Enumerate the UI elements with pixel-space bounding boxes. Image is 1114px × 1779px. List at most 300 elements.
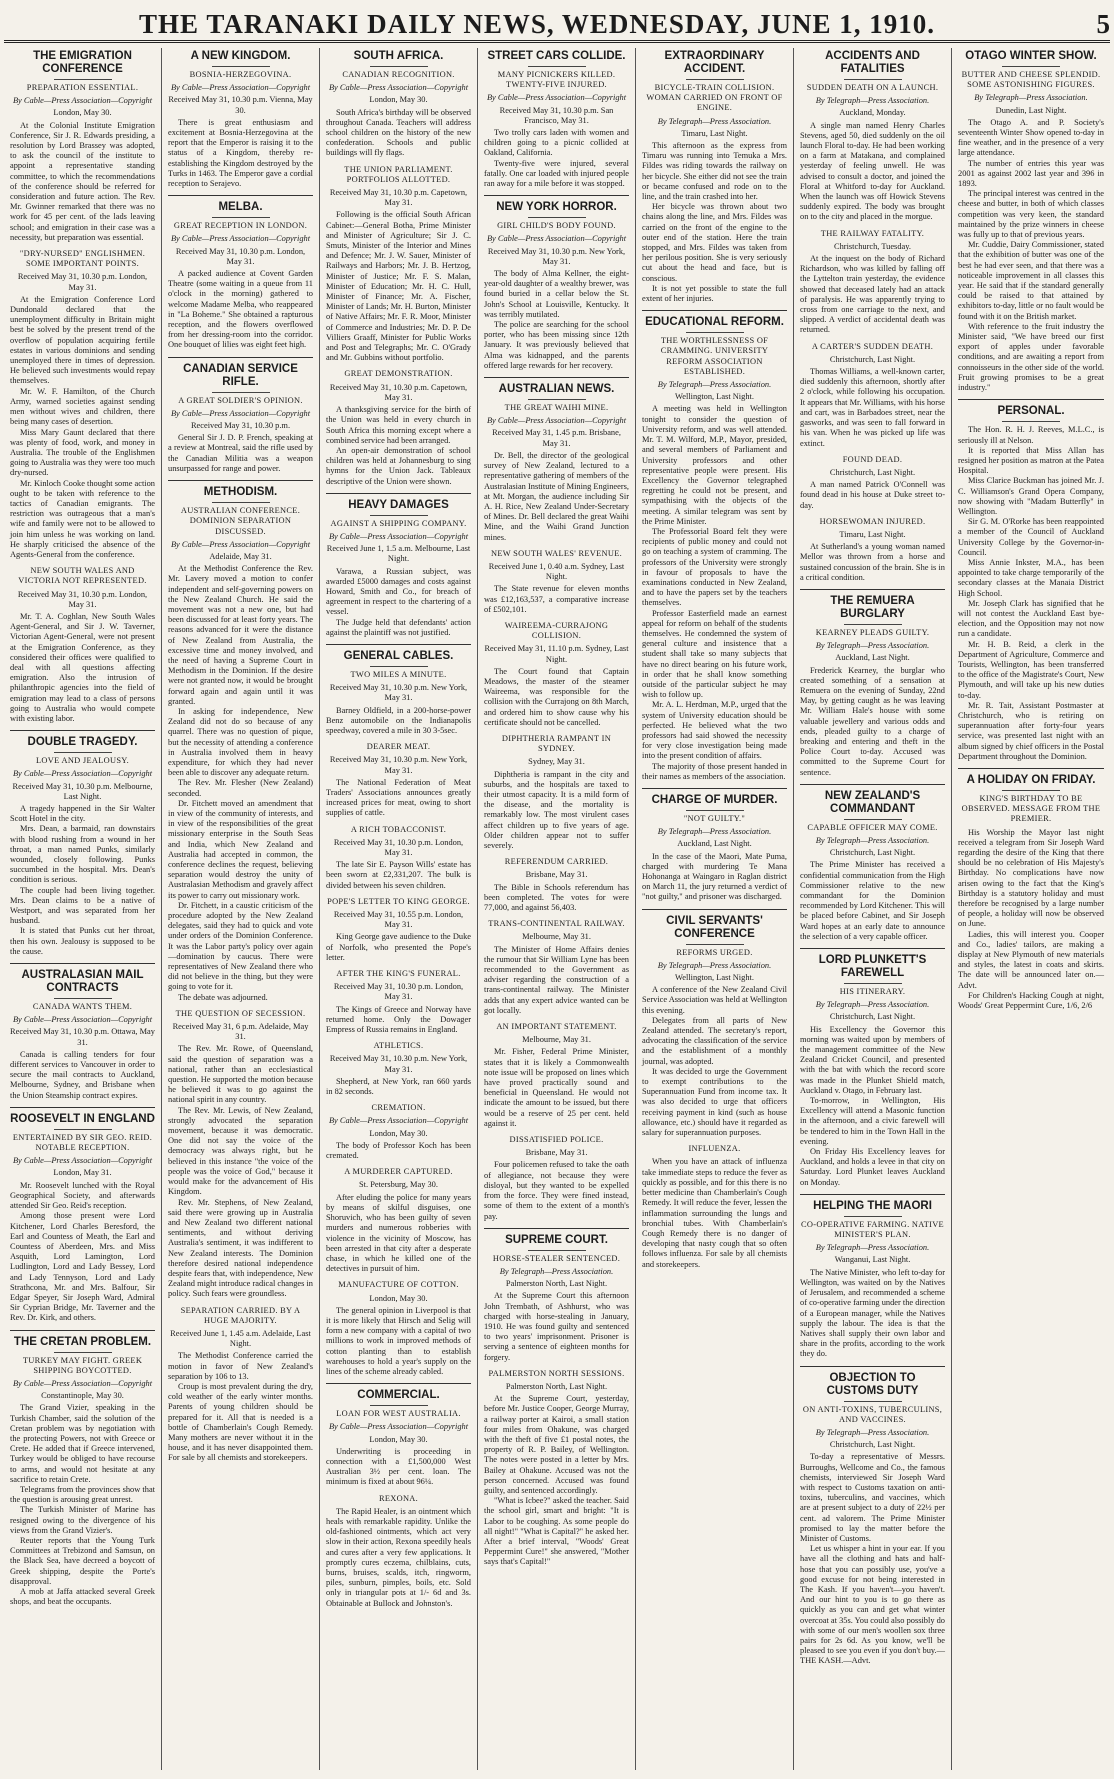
article-dateline: Received May 31, 10.30 p.m. San Francisco, May 31. — [499, 105, 614, 125]
article-paragraph: Mr. Joseph Clark has signified that he will not contest the Auckland East bye-election, and the Opposition may not now run a candidate. — [958, 598, 1104, 639]
article-paragraph: A mob at Jaffa attacked several Greek shops, and beat the occupants. — [10, 1587, 155, 1607]
article-headline: EDUCATIONAL REFORM. — [645, 316, 784, 329]
article-byline: By Cable—Press Association—Copyright — [328, 1116, 469, 1126]
article-dateline: Timaru, Last Night. — [681, 128, 748, 138]
article — [326, 1103, 471, 1161]
article-headline: AUSTRALASIAN MAIL CONTRACTS — [21, 969, 144, 995]
article-headline: NEW ZEALAND'S COMMANDANT — [824, 789, 921, 815]
article — [10, 736, 155, 957]
article-paragraph: The Prime Minister has received a confidential communication from the High Commissioner relative to the new commandant for the Dominion recommended by Lord Kitchener. This will be placed before Cabinet, and Sir Joseph Ward hopes at an early date to announce the selection of a very capable officer. — [800, 860, 945, 941]
article-body — [484, 1394, 629, 1567]
article-paragraph: Miss Clarice Buckman has joined Mr. J. C. Williamson's Grand Opera Company, now showing with "Madam Butterfly" in Wellington. — [958, 476, 1104, 516]
column-7 — [952, 48, 1110, 1770]
article-dateline: Received May 31, 10.30 p.m. London, May 31. — [17, 272, 148, 292]
article — [484, 201, 629, 371]
article-headline: SUPREME COURT. — [505, 1233, 608, 1246]
article — [326, 1041, 471, 1097]
article-dateline: St. Petersburg, May 30. — [359, 1180, 438, 1190]
article-body — [484, 584, 629, 615]
article-paragraph: It is reported that Miss Allan has resigned her position as matron at the Patea Hospital. — [958, 445, 1104, 476]
article — [484, 1369, 629, 1568]
article-subhead: PALMERSTON NORTH SESSIONS. — [488, 1368, 625, 1378]
article-dateline: Palmerston North, Last Night. — [505, 1279, 608, 1289]
article-paragraph: Delegates from all parts of New Zealand attended. The secretary's report, advocating the classification of the service and the establishment of a monthly journal, was adopted. — [642, 1015, 787, 1066]
article-paragraph: Dr. Fitchett moved an amendment that in view of the community of interests, and in view of the responsibilities of the great missionary enterprise in the South Seas and India, which New Zealand and Australia had accepted in common, the conference declines the request, believing separation would destroy the unity of Australasian Methodism and gravely affect its power to carry out missionary work. — [168, 798, 313, 900]
article-body — [10, 1050, 155, 1101]
article-paragraph: Ladies, this will interest you. Cooper and Co., ladies' tailors, are making a display at New Plymouth of new materials and styles, the latest in coats and skirts. The date will be announced later on.—Advt. — [958, 929, 1104, 990]
article-body — [484, 128, 629, 189]
article-body — [326, 932, 471, 963]
headline-rule — [528, 399, 586, 400]
article-subhead: MANY PICNICKERS KILLED. TWENTY-FIVE INJURED. — [497, 70, 616, 90]
article-body — [800, 1268, 945, 1360]
article-paragraph: The Rev. Mr. Rowe, of Queensland, said the question of separation was a national, rather than an ecclesiastical question. He supported the motion because he believed it was to go against the national spirit in any country. — [168, 1044, 313, 1105]
headline-rule — [54, 752, 112, 753]
article-subhead: TURKEY MAY FIGHT. GREEK SHIPPING BOYCOTTED. — [22, 1355, 143, 1375]
article — [484, 857, 629, 913]
article-paragraph: The body of Alma Kellner, the eight-year-old daughter of a wealthy brewer, was found buried in a cellar below the St. John's School at Louisville, Kentucky. It was terribly mutilated. — [484, 269, 629, 319]
article-subhead: "NOT GUILTY." — [683, 814, 746, 823]
article-divider — [168, 195, 313, 196]
article-byline: By Telegraph—Press Association. — [974, 93, 1088, 103]
article-body — [10, 295, 155, 560]
article-subhead: ENTERTAINED BY SIR GEO. REID. NOTABLE RECEPTION. — [12, 1132, 153, 1153]
article — [800, 595, 945, 778]
article-divider — [800, 784, 945, 785]
article-dateline: Received May 31, 10.30 p.m. Capetown, May 31. — [329, 382, 468, 402]
article-subhead: A RICH TOBACCONIST. — [350, 824, 447, 834]
article-headline: A NEW KINGDOM. — [190, 50, 291, 62]
headline-rule — [212, 217, 270, 218]
article-body — [958, 425, 1104, 762]
article-subhead: AUSTRALIAN CONFERENCE. DOMINION SEPARATION DISCUSSED. — [180, 506, 301, 536]
article-divider — [958, 399, 1104, 400]
article-body — [10, 1181, 155, 1324]
article — [484, 383, 629, 543]
article-subhead: TWO MILES A MINUTE. — [350, 669, 447, 679]
article-headline: EXTRAORDINARY ACCIDENT. — [664, 50, 765, 75]
headline-rule — [1002, 421, 1060, 422]
article — [10, 50, 155, 243]
article-headline: METHODISM. — [203, 486, 278, 499]
column-6 — [794, 48, 952, 1770]
article-body — [168, 118, 313, 189]
article-body — [168, 433, 313, 474]
article-byline: By Cable—Press Association—Copyright — [170, 234, 311, 244]
article — [326, 369, 471, 486]
article — [326, 742, 471, 818]
article — [10, 969, 155, 1101]
article-paragraph: The Otago A. and P. Society's seventeenth Winter Show opened to-day in fine weather, and in the presence of a very large attendance. — [958, 117, 1104, 158]
article-byline: By Telegraph—Press Association. — [499, 1266, 614, 1276]
article — [484, 50, 629, 189]
article-divider — [484, 195, 629, 196]
headline-rule — [370, 515, 428, 516]
article-dateline: Received May 31, 10.30 p.m. London, May 31. — [333, 982, 464, 1002]
article — [484, 1135, 629, 1222]
article-paragraph: Croup is most prevalent during the dry, cold weather of the early winter months. Parents of young children should be prepared for it. All that is needed is a bottle of Chamberlain's Cough Remedy. Many mothers are never without it in the house, and it has never disappointed them. For sale by all chemists and storekeepers. — [168, 1381, 313, 1463]
article-body — [326, 778, 471, 819]
article-paragraph: In the case of the Maori, Mate Puma, charged with murdering Te Mana Hohonanga at Waingaro in Raglan district on March 11, the jury returned a verdict of "not guilty," and prisoner was discharged. — [642, 851, 787, 902]
article-divider — [642, 909, 787, 910]
article-dateline: London, May 30. — [369, 1128, 428, 1138]
article-headline: COMMERCIAL. — [357, 1389, 440, 1402]
article-headline: NEW YORK HORROR. — [496, 201, 617, 214]
article-paragraph: Two trolly cars laden with women and children going to a picnic collided at Oakland, California. — [484, 128, 629, 158]
article-paragraph: There is great enthusiasm and excitement at Bosnia-Herzegovina at the report that the Emperor is raising it to the status of a Kingdom, thereby re-establishing the Kingdom destroyed by the Turks in 1463. The Emperor gave a cordial reception to Serajevo. — [168, 117, 313, 189]
article-paragraph: King George gave audience to the Duke of Norfolk, who presented the Pope's letter. — [326, 932, 471, 962]
article-body — [642, 141, 787, 304]
article-divider — [484, 1228, 629, 1229]
article-byline: By Telegraph—Press Association. — [657, 827, 772, 837]
headline-rule — [212, 392, 270, 393]
article-subhead: PREPARATION ESSENTIAL. — [26, 83, 139, 92]
article-body — [800, 542, 945, 583]
article-dateline: London, May 31. — [53, 1168, 112, 1178]
article-subhead: SUDDEN DEATH ON A LAUNCH. — [806, 83, 939, 92]
article-paragraph: At the Supreme Court this afternoon John Trembath, of Ashhurst, who was charged with horse-stealing in January, 1910. He was found guilty and sentenced to two years' imprisonment. Prisoner is serving a sentence of eighteen months for forgery. — [484, 1291, 629, 1362]
article-paragraph: On Friday His Excellency leaves for Auckland, and holds a levee in that city on Saturday. Lord Plunket leaves Auckland on Monday. — [800, 1147, 945, 1187]
article-headline: ROOSEVELT IN ENGLAND — [10, 1112, 155, 1125]
article-body — [168, 1044, 313, 1299]
article-paragraph: To-morrow, in Wellington, His Excellency will attend a Masonic function in the afternoon, and a civic farewell will be tendered to him in the Town Hall in the evening. — [800, 1096, 945, 1146]
article-dateline: Received June 1, 1.45 a.m. Adelaide, Last Night. — [170, 1328, 311, 1349]
column-2 — [162, 48, 320, 1770]
article-paragraph: The Rev. Mr. Flesher (New Zealand) seconded. — [168, 778, 313, 798]
article-paragraph: Mr. Fisher, Federal Prime Minister, states that it is likely a Commonwealth note issue will be proposed on lines which have proved practically sound and beneficial in Queensland. He would not indicate the amount to be issued, but there would be a reserve of 25 per cent. held against it. — [484, 1047, 629, 1128]
article-dateline: Timaru, Last Night. — [839, 529, 906, 539]
headline-rule — [686, 332, 744, 333]
headline-rule — [54, 1352, 112, 1353]
article-divider — [800, 1194, 945, 1195]
article-headline: CHARGE OF MURDER. — [651, 794, 778, 806]
article-body — [800, 254, 945, 336]
article-byline: By Telegraph—Press Association. — [657, 960, 772, 970]
article-subhead: HORSE-STEALER SENTENCED. — [492, 1253, 621, 1263]
article — [484, 734, 629, 851]
article-subhead: THE RAILWAY FATALITY. — [820, 228, 925, 238]
article-dateline: Received May 31, 10.30 p.m. Ottawa, May 31. — [10, 1027, 155, 1047]
article-divider — [326, 1383, 471, 1384]
article-byline: By Cable—Press Association—Copyright — [328, 1422, 469, 1432]
headline-rule — [54, 79, 112, 80]
article-subhead: THE WORTHLESSNESS OF CRAMMING. UNIVERSITY REFORM ASSOCIATION ESTABLISHED. — [660, 336, 769, 376]
article-paragraph: Varawa, a Russian subject, was awarded £5000 damages and costs against Howard, Smith and Co., for breach of agreement in respect to the chartering of a vessel. — [326, 566, 471, 617]
article-dateline: Christchurch, Last Night. — [829, 354, 916, 364]
article-paragraph: The National Federation of Meat Traders' Associations announces greatly increased prices for meat, owing to short supplies of cattle. — [326, 777, 471, 818]
article-paragraph: Frederick Kearney, the burglar who created something of a sensation at Remuera on the evening of Sunday, 22nd May, by getting caught as he was leaving Mr. William Hale's house with some valuable jewellery and various odds and ends, pleaded guilty to a charge of breaking and entering and theft in the Police Court to-day. Accused was committed to the Supreme Court for sentence. — [800, 665, 945, 777]
headline-rule — [686, 810, 744, 811]
article-headline: CANADIAN SERVICE RIFLE. — [183, 362, 298, 388]
article-byline: By Telegraph—Press Association. — [815, 96, 930, 106]
article-headline: ACCIDENTS AND FATALITIES — [825, 50, 920, 75]
article-paragraph: A thanksgiving service for the birth of the Union was held in every church in South Africa this morning except where a combined service had been arranged. — [326, 405, 471, 445]
newspaper-title: THE TARANAKI DAILY NEWS, WEDNESDAY, JUNE 1, 1910. — [139, 9, 935, 39]
article — [642, 915, 787, 1139]
article-paragraph: General Sir J. D. P. French, speaking at a review at Montreal, said the rifle used by the Canadian Militia was a weapon unsurpassed for range and power. — [168, 433, 313, 473]
article-body — [326, 1193, 471, 1275]
article-subhead: SEPARATION CARRIED. BY A HUGE MAJORITY. — [180, 1305, 301, 1325]
article-body — [642, 1157, 787, 1269]
article-dateline: London, May 30. — [369, 1293, 428, 1303]
article-byline: By Telegraph—Press Association. — [815, 641, 930, 651]
article-subhead: REFERENDUM CARRIED. — [504, 857, 609, 867]
article-headline: PERSONAL. — [997, 405, 1065, 418]
column-4 — [478, 48, 636, 1770]
article — [326, 969, 471, 1035]
article-paragraph: The Hon. R. H. J. Reeves, M.L.C., is seriously ill at Nelson. — [958, 425, 1104, 445]
article-dateline: Received May 31, 11.10 p.m. Sydney, Last Night. — [484, 644, 629, 664]
article-byline: By Cable—Press Association—Copyright — [170, 83, 311, 93]
article-paragraph: Mr. H. B. Reid, a clerk in the Department of Agriculture, Commerce and Tourists, Wellington, has been transferred to the office of the Magistrate's Court, New Plymouth, and will take up his new duties to-day. — [958, 639, 1104, 700]
article-byline: By Cable—Press Association—Copyright — [12, 1156, 153, 1166]
article-body — [326, 1507, 471, 1609]
headline-rule — [54, 998, 112, 999]
article-subhead: DEARER MEAT. — [366, 742, 431, 752]
article-byline: By Cable—Press Association—Copyright — [12, 96, 153, 106]
article-paragraph: A tragedy happened in the Sir Walter Scott Hotel in the city. — [10, 804, 155, 824]
article-paragraph: A packed audience at Covent Garden Theatre (some waiting in a queue from 11 o'clock in the morning) gathered to welcome Madame Melba, who reappeared in "La Boheme." She obtained a rapturous reception, and the flowers overflowed from her dressing-room into the corridor. One bouquet of lilies was eight feet high. — [168, 269, 313, 350]
article-dateline: Received May 31, 10.30 p.m. New York, May 31. — [329, 683, 468, 703]
article-paragraph: Sir G. M. O'Rorke has been reappointed a member of the Council of Auckland University College by the Governor-in-Council. — [958, 517, 1104, 557]
headline-rule — [370, 666, 428, 667]
article-paragraph: A man named Patrick O'Connell was found dead in his house at Duke street to-day. — [800, 480, 945, 510]
article-paragraph: Miss Mary Gaunt declared that there was plenty of food, work, and money in Australia. The trouble of the Englishmen going to Australia was they were too much dry-nursed. — [10, 427, 155, 478]
article-body — [800, 367, 945, 449]
article-dateline: Received May 31, 1.45 p.m. Brisbane, May 31. — [492, 428, 621, 448]
article-body — [642, 985, 787, 1138]
article-body — [326, 1141, 471, 1161]
article-divider — [326, 644, 471, 645]
article-paragraph: Mr. Roosevelt lunched with the Royal Geographical Society, and afterwards attended Sir Geo. Reid's reception. — [10, 1180, 155, 1211]
article-paragraph: Mr. Kinloch Cooke thought some action ought to be taken with reference to the tactics of Canadian emigrants. The restriction was outrageous that a man's wife and family were not to be allowed to join him unless he was working on land. He sharply criticised the absence of the Agents-General from the conference. — [10, 478, 155, 559]
column-3 — [320, 48, 478, 1770]
article-paragraph: With reference to the fruit industry the Minister said, "We have breed our first export of apples under favorable conditions, and are awaiting a report from connoisseurs in the other side of the world. Fruit growing promises to be a great industry." — [958, 321, 1104, 393]
article — [326, 650, 471, 736]
article-dateline: Wanganui, Last Night. — [834, 1255, 911, 1265]
article — [326, 1389, 471, 1487]
article — [10, 566, 155, 724]
masthead — [4, 6, 1110, 43]
article-body — [10, 1403, 155, 1607]
article — [642, 1144, 787, 1269]
article-paragraph: Mr. A. L. Herdman, M.P., urged that the system of University education should be perfected. He believed what the two professors had said showed the necessity for very close investigation being made into the present condition of affairs. — [642, 700, 787, 761]
article-paragraph: Shepherd, at New York, ran 660 yards in 82 seconds. — [326, 1076, 471, 1097]
article-headline: THE REMUERA BURGLARY — [830, 594, 915, 620]
article-headline: STREET CARS COLLIDE. — [487, 50, 626, 62]
article-headline: MELBA. — [218, 201, 263, 214]
article — [326, 1167, 471, 1274]
article-subhead: REXONA. — [378, 1493, 419, 1503]
article-body — [168, 564, 313, 1003]
article-paragraph: Four policemen refused to take the oath of allegiance, not because they were disloyal, but they wanted to be expelled from the force. They were fined instead, some of them to the extent of a month's pay. — [484, 1160, 629, 1221]
article-body — [10, 121, 155, 243]
headline-rule — [844, 1401, 902, 1402]
article-paragraph: Telegrams from the provinces show that the question is arousing great unrest. — [10, 1484, 155, 1505]
article-paragraph: The late Sir E. Payson Wills' estate has been sworn at £2,331,207. The bulk is divided between his seven children. — [326, 860, 471, 890]
article-divider — [10, 1107, 155, 1108]
article — [484, 1234, 629, 1363]
article-dateline: Received May 31, 10.30 p.m. New York, May 31. — [487, 246, 626, 266]
article-paragraph: Thomas Williams, a well-known carter, died suddenly this afternoon, shortly after 2 o'clock, while following his occupation. It appears that Mr. Williams, with his horse and cart, was in Barbadoes street, near the gasworks, and was seen to fall forward in his van. When he was picked up life was extinct. — [800, 367, 945, 448]
article-paragraph: It is stated that Punks cut her throat, then his own. Jealousy is supposed to be the cause. — [10, 926, 155, 956]
article-byline: By Telegraph—Press Association. — [815, 1427, 930, 1437]
article-headline: DOUBLE TRAGEDY. — [27, 736, 138, 749]
article-body — [326, 1077, 471, 1097]
article-byline: By Cable—Press Association—Copyright — [328, 531, 469, 541]
article-body — [326, 108, 471, 159]
article-body — [484, 1160, 629, 1221]
article-subhead: THE UNION PARLIAMENT. PORTFOLIOS ALLOTTED. — [344, 164, 453, 184]
article-subhead: LOAN FOR WEST AUSTRALIA. — [336, 1409, 461, 1419]
article-paragraph: To-day a representative of Messrs. Burroughs, Wellcome and Co., the famous chemists, interviewed Sir Joseph Ward with respect to Customs taxation on anti-toxins, tuberculins, and vaccines, which are at present subject to a duty of 22½ per cent. ad valorem. The Prime Minister promised to lay the matter before the Minister of Customs. — [800, 1452, 945, 1543]
article-paragraph: The police are searching for the school porter, who has been missing since 12th January. It was previously believed that Alma was kidnapped, and the parents offered large rewards for her recovery. — [484, 320, 629, 370]
article-body — [642, 852, 787, 903]
headline-rule — [528, 66, 586, 67]
article-body — [326, 1005, 471, 1036]
article-subhead: FOUND DEAD. — [842, 454, 903, 464]
article-headline: THE EMIGRATION CONFERENCE — [33, 50, 132, 75]
article — [326, 897, 471, 963]
article — [10, 1113, 155, 1324]
article-headline: HELPING THE MAORI — [813, 1199, 932, 1212]
article-subhead: THE GREAT WAIHI MINE. — [504, 403, 609, 413]
article-body — [800, 480, 945, 511]
article-body — [800, 121, 945, 223]
article-subhead: BOSNIA-HERZEGOVINA. — [189, 70, 292, 79]
article-dateline: Christchurch, Last Night. — [829, 848, 916, 858]
article — [800, 790, 945, 942]
article-divider — [800, 948, 945, 949]
article-subhead: NEW SOUTH WALES AND VICTORIA NOT REPRESENTED. — [18, 566, 147, 586]
article-dateline: Received May 31, 10.30 p.m. London, May 31. — [17, 589, 148, 609]
article-divider — [168, 357, 313, 358]
article-dateline: Received May 31, 10.30 p.m. London, May 31. — [175, 246, 306, 266]
article-byline: By Cable—Press Association—Copyright — [486, 93, 627, 103]
article-paragraph: At the Emigration Conference Lord Dundonald declared that the unemployment difficulty in Britain might best be solved by the present trend of the overflow of population acquiring fertile estates in various dominions and sending unemployed there in times of depression. He believed such investments would repay themselves. — [10, 294, 155, 386]
article-body — [800, 1025, 945, 1188]
article-body — [326, 567, 471, 638]
article-dateline: London, May 30. — [369, 95, 428, 105]
article-headline: AUSTRALIAN NEWS. — [498, 383, 615, 396]
article-subhead: REFORMS URGED. — [676, 947, 753, 957]
article-body — [484, 667, 629, 728]
article — [168, 50, 313, 189]
article-dateline: Constantinople, May 30. — [41, 1391, 124, 1401]
article-subhead: AGAINST A SHIPPING COMPANY. — [330, 518, 467, 528]
headline-rule — [528, 217, 586, 218]
article-body — [484, 770, 629, 852]
article-paragraph: The couple had been living together. Mrs. Dean claims to be a native of Westport, and was separated from her husband. — [10, 885, 155, 926]
article — [958, 405, 1104, 762]
article-dateline: London, May 30. — [369, 1434, 428, 1444]
article-subhead: AN IMPORTANT STATEMENT. — [496, 1022, 617, 1032]
article-body — [800, 860, 945, 942]
article-paragraph: The Methodist Conference carried the motion in favor of New Zealand's separation by 106 to 13. — [168, 1351, 313, 1381]
article-headline: OTAGO WINTER SHOW. — [965, 50, 1097, 62]
article-paragraph: The Turkish Minister of Marine has resigned owing to the divergence of his views from the Grand Vizier's. — [10, 1505, 155, 1535]
article — [484, 549, 629, 615]
article — [800, 342, 945, 449]
article — [484, 919, 629, 1016]
article-paragraph: Mrs. Dean, a barmaid, ran downstairs with blood rushing from a wound in her throat, a man named Punks, similarly wounded, closely following. Punks succumbed in the hospital. Mrs. Dean's condition is serious. — [10, 824, 155, 885]
article-subhead: THE QUESTION OF SECESSION. — [175, 1008, 306, 1018]
article-subhead: GIRL CHILD'S BODY FOUND. — [497, 221, 616, 231]
article-paragraph: The body of Professor Koch has been cremated. — [326, 1140, 471, 1161]
article-dateline: Christchurch, Last Night. — [829, 1440, 916, 1450]
article — [800, 1200, 945, 1360]
article-byline: By Cable—Press Association—Copyright — [170, 539, 311, 549]
article-subhead: CO-OPERATIVE FARMING. NATIVE MINISTER'S PLAN. — [801, 1219, 944, 1240]
article-dateline: Adelaide, May 31. — [209, 551, 272, 561]
article-dateline: Wellington, Last Night. — [675, 973, 754, 983]
article-subhead: ATHLETICS. — [373, 1041, 424, 1051]
article-body — [326, 1306, 471, 1377]
article-paragraph: Her bicycle was thrown about two chains along the line, and Mrs. Fildes was carried on the front of the engine to the outer end of the station. Here the train stopped, and Mrs. Fildes was taken from her perilous position. She is very seriously cut about the head and face, but is conscious. — [642, 202, 787, 283]
article — [326, 1494, 471, 1609]
article-paragraph: Reuter reports that the Young Turk Committees at Trebizond and Samsun, on the Black Sea, have decreed a boycott of Greek shipping, despite the Porte's disapproval. — [10, 1535, 155, 1586]
article-paragraph: The Judge held that defendants' action against the plaintiff was not justified. — [326, 617, 471, 637]
article — [168, 486, 313, 1003]
article-body — [484, 451, 629, 543]
article-paragraph: In asking for independence, New Zealand did not do so because of any quarrel. There was no question of pique, but the necessity of attending a conference in Australia involved them in heavy expenditure, for which they had never been able to discover any adequate return. — [168, 706, 313, 778]
article-paragraph: The Court found that Captain Meadows, the master of the steamer Waireema, was responsible for the collision with the Currajong on 8th March, and ordered him to show cause why his certificate should not be cancelled. — [484, 666, 629, 727]
article-paragraph: After eluding the police for many years by means of skilful disguises, one Shoruvich, who has been guilty of seven murders and numerous robberies with violence in the vicinity of Moscow, has been arrested in that city after a desperate chase, in which he killed one of the detectives in pursuit of him. — [326, 1192, 471, 1274]
article-byline: By Cable—Press Association—Copyright — [486, 416, 627, 426]
article — [800, 1372, 945, 1667]
article — [484, 1022, 629, 1129]
article-paragraph: Dr. Bell, the director of the geological survey of New Zealand, lectured to a representative gathering of members of the Australasian Institute of Mining Engineers, at Mt. Morgan, the audience including Sir A. H. Rice, New Zealand Under-Secretary of Mines. Dr. Bell declared the great Waihi Mine, and the Waihi Grand Junction mines. — [484, 450, 629, 542]
article-paragraph: Diphtheria is rampant in the city and suburbs, and the hospitals are taxed to their utmost capacity. It is a mild form of the disease, and the mortality is remarkably low. The most virulent cases affect children up to five years of age. Older children appear not to suffer severely. — [484, 769, 629, 850]
article-paragraph: The Rapid Healer, is an ointment which heals with remarkable rapidity. Unlike the old-fashioned ointments, which act very slow in their action, Rexona speedily heals and cures after a very few applications. It promptly cures eczema, chilblains, cuts, burns, bruises, scalds, itch, ringworm, piles, sunburn, pimples, boils, etc. Sold only in triangular pots at 1/- 6d and 3s. Obtainable at Bullock and Johnston's. — [326, 1506, 471, 1608]
article — [800, 954, 945, 1188]
article — [642, 794, 787, 903]
article-headline: CIVIL SERVANTS' CONFERENCE — [666, 914, 763, 940]
article-subhead: "DRY-NURSED" ENGLISHMEN. SOME IMPORTANT POINTS. — [19, 249, 146, 269]
article-paragraph: Miss Annie Inkster, M.A., has been appointed to take charge temporarily of the secondary classes at the Manaia District High School. — [958, 557, 1104, 598]
article-headline: A HOLIDAY ON FRIDAY. — [966, 774, 1096, 786]
article-paragraph: Mr. W. F. Hamilton, of the Church Army, warned societies against sending men without wives and children, there being many cases of desertion. — [10, 386, 155, 427]
headline-rule — [844, 624, 902, 625]
article-paragraph: The Minister of Home Affairs denies the rumour that Sir William Lyne has been recommended to the Government as adviser regarding the construction of a trans-continental railway. The Minister adds that any expert advice wanted can be got locally. — [484, 944, 629, 1015]
article-body — [484, 269, 629, 371]
article-subhead: CANADA WANTS THEM. — [32, 1002, 133, 1012]
article-paragraph: "What is Icbee?" asked the teacher. Said the school girl, smart and bright: "It is Labor to be coughing. As some people do all night!" "What is Capital?" he asked her. After a brief interval, "Woods' Great Peppermint Cure!" she answered, "Mother says that's Capital!" — [484, 1496, 629, 1567]
article-byline: By Cable—Press Association—Copyright — [170, 408, 311, 418]
article-dateline: Dunedin, Last Night. — [995, 105, 1067, 115]
article-paragraph: An open-air demonstration of school children was held at Johannesburg to sing hymns for the Union Jack. Tableaux descriptive of the Union were shown. — [326, 445, 471, 486]
article-divider — [958, 768, 1104, 769]
article-dateline: Received May 31, 10.30 p.m. Capetown, May 31. — [329, 188, 468, 208]
article-paragraph: His Worship the Mayor last night received a telegram from Sir Joseph Ward regarding the desire of the King that there should be no celebration of His Majesty's Birthday. No complications have now arisen owing to the fact that the King's Birthday is a statutory holiday and must therefore be recognised by a large number of people, a holiday will now be observed on June. — [958, 827, 1104, 929]
article-paragraph: The majority of those present handed in their names as members of the association. — [642, 761, 787, 781]
article-paragraph: It is not yet possible to state the full extent of her injuries. — [642, 283, 787, 304]
article-divider — [10, 963, 155, 964]
article-byline: By Telegraph—Press Association. — [815, 1000, 930, 1010]
article — [168, 363, 313, 474]
article-dateline: Christchurch, Last Night. — [829, 467, 916, 477]
article-paragraph: The number of entries this year was 2001 as against 2002 last year and 396 in 1893. — [958, 158, 1104, 189]
article-paragraph: His Excellency the Governor this morning was waited upon by members of the management committee of the New Zealand Cricket Council, and presented with the bat with which the record score was made in the Plunket Shield match, Auckland v. Otago, in February last. — [800, 1024, 945, 1095]
article-subhead: WAIREEMA-CURRAJONG COLLISION. — [504, 620, 609, 641]
article-dateline: Sydney, May 31. — [528, 757, 585, 767]
article-divider — [800, 589, 945, 590]
article-dateline: Auckland, Last Night. — [835, 653, 910, 663]
article-headline: HEAVY DAMAGES — [348, 498, 449, 511]
article-subhead: DISSATISFIED POLICE. — [509, 1135, 604, 1145]
article-body — [642, 404, 787, 782]
headline-rule — [844, 983, 902, 984]
